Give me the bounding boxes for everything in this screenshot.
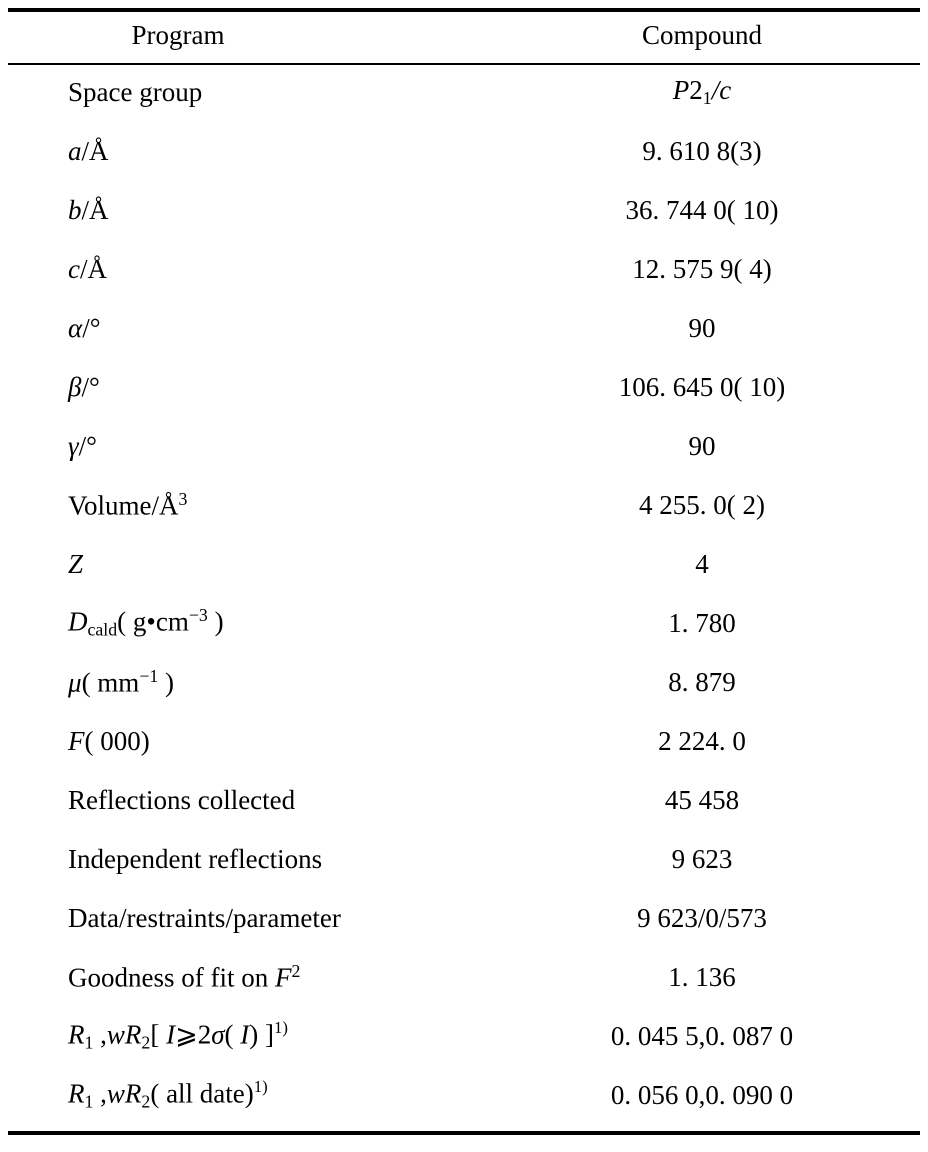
row-value: 90	[688, 431, 716, 461]
table-body	[8, 63, 920, 1125]
row-value: 2 224. 0	[658, 726, 746, 756]
row-value: 12. 575 9( 4)	[632, 254, 772, 284]
row-label: β/°	[68, 372, 100, 402]
table-row	[8, 830, 920, 889]
row-value: 9. 610 8(3)	[642, 136, 762, 166]
row-label: μ( $mm^{-1}$ )	[68, 666, 175, 698]
table-row	[8, 122, 920, 181]
column-header-program: Program	[131, 20, 225, 50]
table-row	[8, 358, 920, 417]
table-row	[8, 476, 920, 535]
row-value: 45 458	[664, 785, 740, 815]
row-value: 0. 045 5,0. 087 0	[610, 1021, 794, 1051]
table-row	[8, 63, 920, 122]
row-label: c/Å	[68, 254, 107, 284]
row-label: $R_1$ $,wR_2$[ I⩾2σ( I) ]$^{1)}$	[68, 1018, 288, 1053]
table-header	[8, 8, 920, 63]
table-row	[8, 1066, 920, 1125]
row-label: Independent reflections	[68, 844, 323, 874]
table-row	[8, 417, 920, 476]
row-value: 90	[688, 313, 716, 343]
column-header-compound: Compound	[641, 20, 762, 50]
row-value: 4	[695, 549, 709, 579]
table-row	[8, 594, 920, 653]
row-value: 1. 780	[668, 608, 736, 638]
row-label: $D_{cald}$( $g•cm^{-3}$ )	[68, 605, 224, 640]
row-value: $P2_1/c$	[672, 75, 732, 109]
row-label: Z	[68, 549, 84, 579]
data-table	[8, 8, 920, 1125]
table-row	[8, 948, 920, 1007]
row-value: 106. 645 0( 10)	[618, 372, 786, 402]
table-row	[8, 771, 920, 830]
table-row	[8, 181, 920, 240]
table-bottom-rule	[8, 1131, 920, 1135]
row-label: Reflections collected	[68, 785, 296, 815]
row-label: Data/restraints/parameter	[68, 903, 341, 933]
row-value: 8. 879	[668, 667, 736, 697]
row-label: Space group	[68, 77, 203, 107]
row-label: b/Å	[68, 195, 109, 225]
row-label: Volume/$Å^3$	[68, 489, 188, 521]
table-row	[8, 535, 920, 594]
header-row	[8, 8, 920, 63]
table-row	[8, 889, 920, 948]
row-value: 4 255. 0( 2)	[639, 490, 765, 520]
row-value: 1. 136	[668, 962, 736, 992]
row-value: 0. 056 0,0. 090 0	[610, 1080, 794, 1110]
table-row	[8, 299, 920, 358]
row-label: α/°	[68, 313, 101, 343]
table-row	[8, 1007, 920, 1066]
row-label: a/Å	[68, 136, 109, 166]
row-value: 36. 744 0( 10)	[625, 195, 779, 225]
row-label: Goodness of fit on $F^2$	[68, 961, 301, 993]
table-row	[8, 653, 920, 712]
row-label: $R_1$ $,wR_2$( all date)$^{1)}$	[68, 1077, 268, 1112]
table-row	[8, 240, 920, 299]
row-value: 9 623	[671, 844, 733, 874]
row-value: 9 623/0/573	[637, 903, 767, 933]
row-label: F( 000)	[68, 726, 150, 756]
row-label: γ/°	[68, 431, 97, 461]
table-row	[8, 712, 920, 771]
